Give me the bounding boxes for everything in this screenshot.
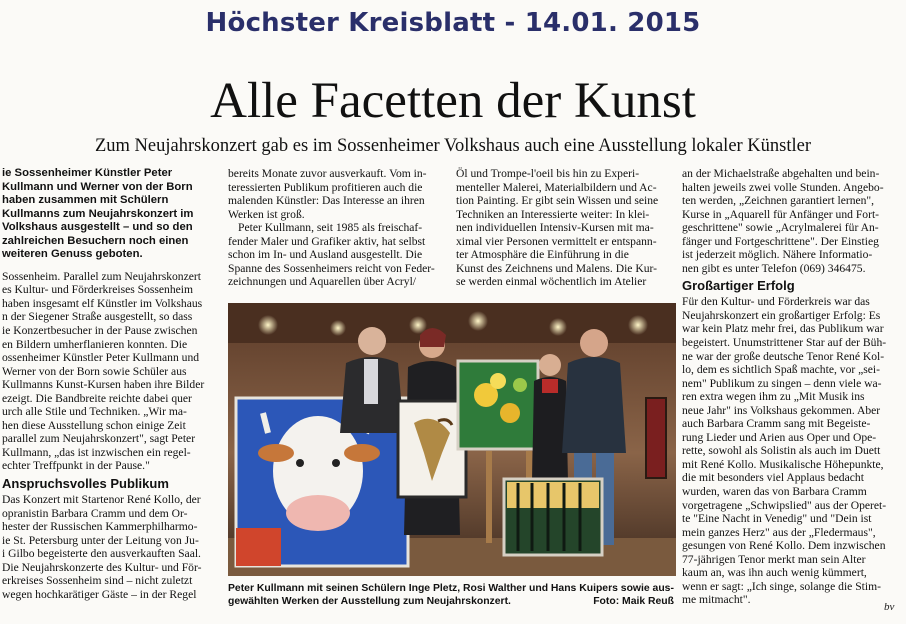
body-line: ximal vier Personen vermittelt er entspann- bbox=[456, 234, 657, 248]
body-line: opranistin Barbara Cramm und dem Or- bbox=[2, 506, 188, 520]
body-paragraph bbox=[682, 295, 904, 607]
teaser-line: haben zusammen mit Schülern bbox=[2, 194, 169, 207]
body-line: Öl und Trompe-l'oeil bis hin zu Experi- bbox=[456, 167, 640, 180]
body-line: ie Konzertbesucher in der Pause zwischen bbox=[2, 324, 198, 338]
body-line: Sossenheim. Parallel zum Neujahrskonzert bbox=[2, 269, 201, 283]
body-line: Techniken an Interessierte weiter: In klei- bbox=[456, 207, 650, 221]
body-line: nen gibt es unter Telefon (069) 346475. bbox=[682, 261, 866, 275]
body-line: zeichnungen und Aquarellen über Acryl/ bbox=[228, 275, 417, 289]
teaser-line: ie Sossenheimer Künstler Peter bbox=[2, 167, 173, 179]
exhibition-photo bbox=[228, 303, 676, 576]
body-line: wegen hochkarätiger Gäste – in der Regel bbox=[2, 587, 197, 601]
body-line: schon im In- und Ausland ausgestellt. Die bbox=[228, 248, 423, 262]
body-line: begeistert. Unumstrittener Star auf der Büh- bbox=[682, 336, 887, 350]
article-headline: Alle Facetten der Kunst bbox=[210, 73, 696, 129]
body-line: Die Neujahrskonzerte des Kultur- und För- bbox=[2, 560, 202, 574]
body-line: die mit besonders viel Applaus bedacht bbox=[682, 471, 864, 485]
body-line: Kunst des Zeichnens und Malens. Die Kur- bbox=[456, 261, 658, 275]
eagle-painting bbox=[398, 401, 466, 497]
body-paragraph bbox=[2, 270, 220, 473]
body-line: Kullmanns Kunst-Kursen haben ihre Bilder bbox=[2, 378, 205, 392]
body-paragraph bbox=[2, 493, 220, 601]
forest-painting bbox=[504, 479, 602, 555]
body-line: mit René Kollo. Musikalische Höhepunkte, bbox=[682, 457, 884, 471]
body-line: Werner von der Born sowie Schüler aus bbox=[2, 364, 187, 378]
body-line: ezeigt. Die Bandbreite reichte dabei quer bbox=[2, 391, 192, 405]
body-line: Für den Kultur- und Förderkreis war das bbox=[682, 295, 870, 309]
section-heading: Anspruchsvolles Publikum bbox=[2, 476, 169, 492]
body-line: Kurse in „Aquarell für Anfänger und Fort- bbox=[682, 207, 880, 221]
body-line: parallel zum Neujahrskonzert", sagt Peter bbox=[2, 432, 196, 446]
body-line: ten werden, „Zeichnen garantiert lernen", bbox=[682, 194, 875, 208]
body-line: menteller Malerei, Materialbildern und Ac- bbox=[456, 180, 657, 194]
newspaper-masthead: Höchster Kreisblatt - 14.01. 2015 bbox=[205, 8, 701, 38]
body-line: rung Lieder und Arien aus Oper und Ope- bbox=[682, 430, 877, 444]
body-line: erkreises Sossenheim sind – nicht zuletzt bbox=[2, 574, 193, 588]
body-line: i Gilbo begeisterte den ausverkauften Saal. bbox=[2, 547, 201, 561]
body-line: hester der Russischen Kammerphilharmo- bbox=[2, 520, 198, 534]
body-line: nem" Publikum zu singen – denn viele wa- bbox=[682, 376, 882, 390]
body-line: Kullmann, „das ist inzwischen ein regel- bbox=[2, 445, 191, 459]
body-line: bereits Monate zuvor ausverkauft. Vom in- bbox=[228, 167, 427, 180]
body-line: neue Jahr" ins Volkshaus gekommen. Aber bbox=[682, 403, 881, 417]
column-2 bbox=[228, 167, 444, 303]
body-line: ren extra wegen ihm zu „Mit Musik ins bbox=[682, 390, 865, 404]
body-line: halten jeweils zwei volle Stunden. Angebo- bbox=[682, 180, 884, 194]
column-1 bbox=[2, 167, 220, 619]
body-line: rette, sowohl als Solistin als auch im Duett bbox=[682, 444, 881, 458]
body-line: war kein Platz mehr frei, das Publikum war bbox=[682, 322, 884, 336]
teaser-line: Volkshaus ausgestellt – und so den bbox=[2, 221, 193, 234]
body-line: lo, dem es sichtlich Spaß machte, vor „sei- bbox=[682, 363, 881, 377]
teaser-line: Kullmann und Werner von der Born bbox=[2, 180, 193, 193]
body-line: wenn er sagt: „Ich singe, solange die Stim- bbox=[682, 579, 881, 593]
body-line: ne war der große deutsche Tenor René Kol- bbox=[682, 349, 885, 363]
body-line: en Bildern umherflanieren konnten. Die bbox=[2, 337, 188, 351]
body-line: n der Siegener Straße ausgestellt, so dass bbox=[2, 310, 193, 324]
caption-line: Peter Kullmann mit seinen Schülern Inge Pletz, Rosi Walther und Hans Kuipers sowie aus- bbox=[228, 583, 674, 594]
body-paragraph bbox=[682, 167, 904, 275]
column-3 bbox=[456, 167, 674, 303]
flower-painting bbox=[458, 361, 538, 449]
caption-line: gewählten Werken der Ausstellung zum Neujahrskonzert. bbox=[228, 596, 511, 607]
body-line: ter Atmosphäre die Einführung in die bbox=[456, 248, 629, 262]
teaser-line: Kullmanns zum Neujahrskonzert im bbox=[2, 207, 194, 220]
article-subheadline: Zum Neujahrskonzert gab es im Sossenheimer Volkshaus auch eine Ausstellung lokaler Künstler bbox=[94, 136, 812, 156]
body-line: se werden einmal wöchentlich im Atelier bbox=[456, 275, 647, 289]
body-line: nen individuellen Intensiv-Kursen mit ma- bbox=[456, 221, 654, 235]
teaser-paragraph bbox=[2, 167, 220, 262]
body-line: vorgetragene „Schwipslied" aus der Operet- bbox=[682, 498, 887, 512]
section-heading: Großartiger Erfolg bbox=[682, 278, 795, 294]
body-line: urch alle Stile und Techniken. „Wir ma- bbox=[2, 405, 187, 419]
body-line: Werken ist groß. bbox=[228, 207, 305, 221]
body-line: wurden, waren das von Barbara Cramm bbox=[682, 485, 867, 499]
body-line: auch Barbara Cramm sang mit Begeiste- bbox=[682, 417, 871, 431]
body-line: mein ganzes Herz" aus der „Fledermaus", bbox=[682, 525, 876, 539]
body-line: kaum an, was ihn auch wenig kümmert, bbox=[682, 566, 867, 580]
author-signature: bv bbox=[884, 601, 895, 613]
column-4 bbox=[682, 167, 904, 619]
body-line: tion Painting. Er gibt sein Wissen und seine bbox=[456, 194, 659, 208]
body-line: echter Treffpunkt in der Pause." bbox=[2, 459, 150, 473]
photo-caption bbox=[228, 582, 676, 608]
body-line: me mitmacht". bbox=[682, 593, 751, 607]
body-line: teressierten Publikum profitieren auch die bbox=[228, 180, 423, 194]
body-line: ist jederzeit möglich. Nähere Informatio- bbox=[682, 248, 873, 262]
body-line: hen diese Ausstellung schon einige Zeit bbox=[2, 418, 186, 432]
teaser-line: zahlreichen Besuchern noch einen bbox=[2, 234, 189, 247]
body-line: ie St. Petersburg unter der Leitung von Ju- bbox=[2, 533, 199, 547]
body-line: te "Eine Nacht in Venedig" und "Dein ist bbox=[682, 512, 872, 526]
body-line: Spanne des Sossenheimers reicht von Feder- bbox=[228, 261, 435, 275]
teaser-line: weiteren Genuss geboten. bbox=[2, 248, 143, 261]
body-line: Das Konzert mit Startenor René Kollo, der bbox=[2, 493, 201, 507]
body-line: fender Maler und Grafiker aktiv, hat selbst bbox=[228, 234, 426, 248]
photo-credit: Foto: Maik Reuß bbox=[593, 596, 674, 607]
body-line: Neujahrskonzert ein großartiger Erfolg: Es bbox=[682, 308, 881, 322]
body-line: geschrittene" sowie „Acrylmalerei für An- bbox=[682, 221, 879, 235]
body-line: 77-jährigen Tenor merkt man sein Alter bbox=[682, 552, 866, 566]
body-line: malenden Künstler: Das Interesse an ihren bbox=[228, 194, 425, 208]
body-line: gesungen von René Kollo. Dem inzwischen bbox=[682, 539, 886, 553]
body-line: fänger und Fortgeschrittene". Der Einstieg bbox=[682, 234, 879, 248]
body-line: an der Michaelstraße abgehalten und bein- bbox=[682, 167, 880, 180]
body-line: haben insgesamt elf Künstler im Volkshaus bbox=[2, 296, 203, 310]
body-line: ossenheimer Künstler Peter Kullmann und bbox=[2, 351, 200, 365]
body-line: Peter Kullmann, seit 1985 als freischaf- bbox=[238, 221, 423, 235]
article-photo bbox=[228, 303, 676, 576]
body-line: es Kultur- und Förderkreises Sossenheim bbox=[2, 283, 194, 297]
